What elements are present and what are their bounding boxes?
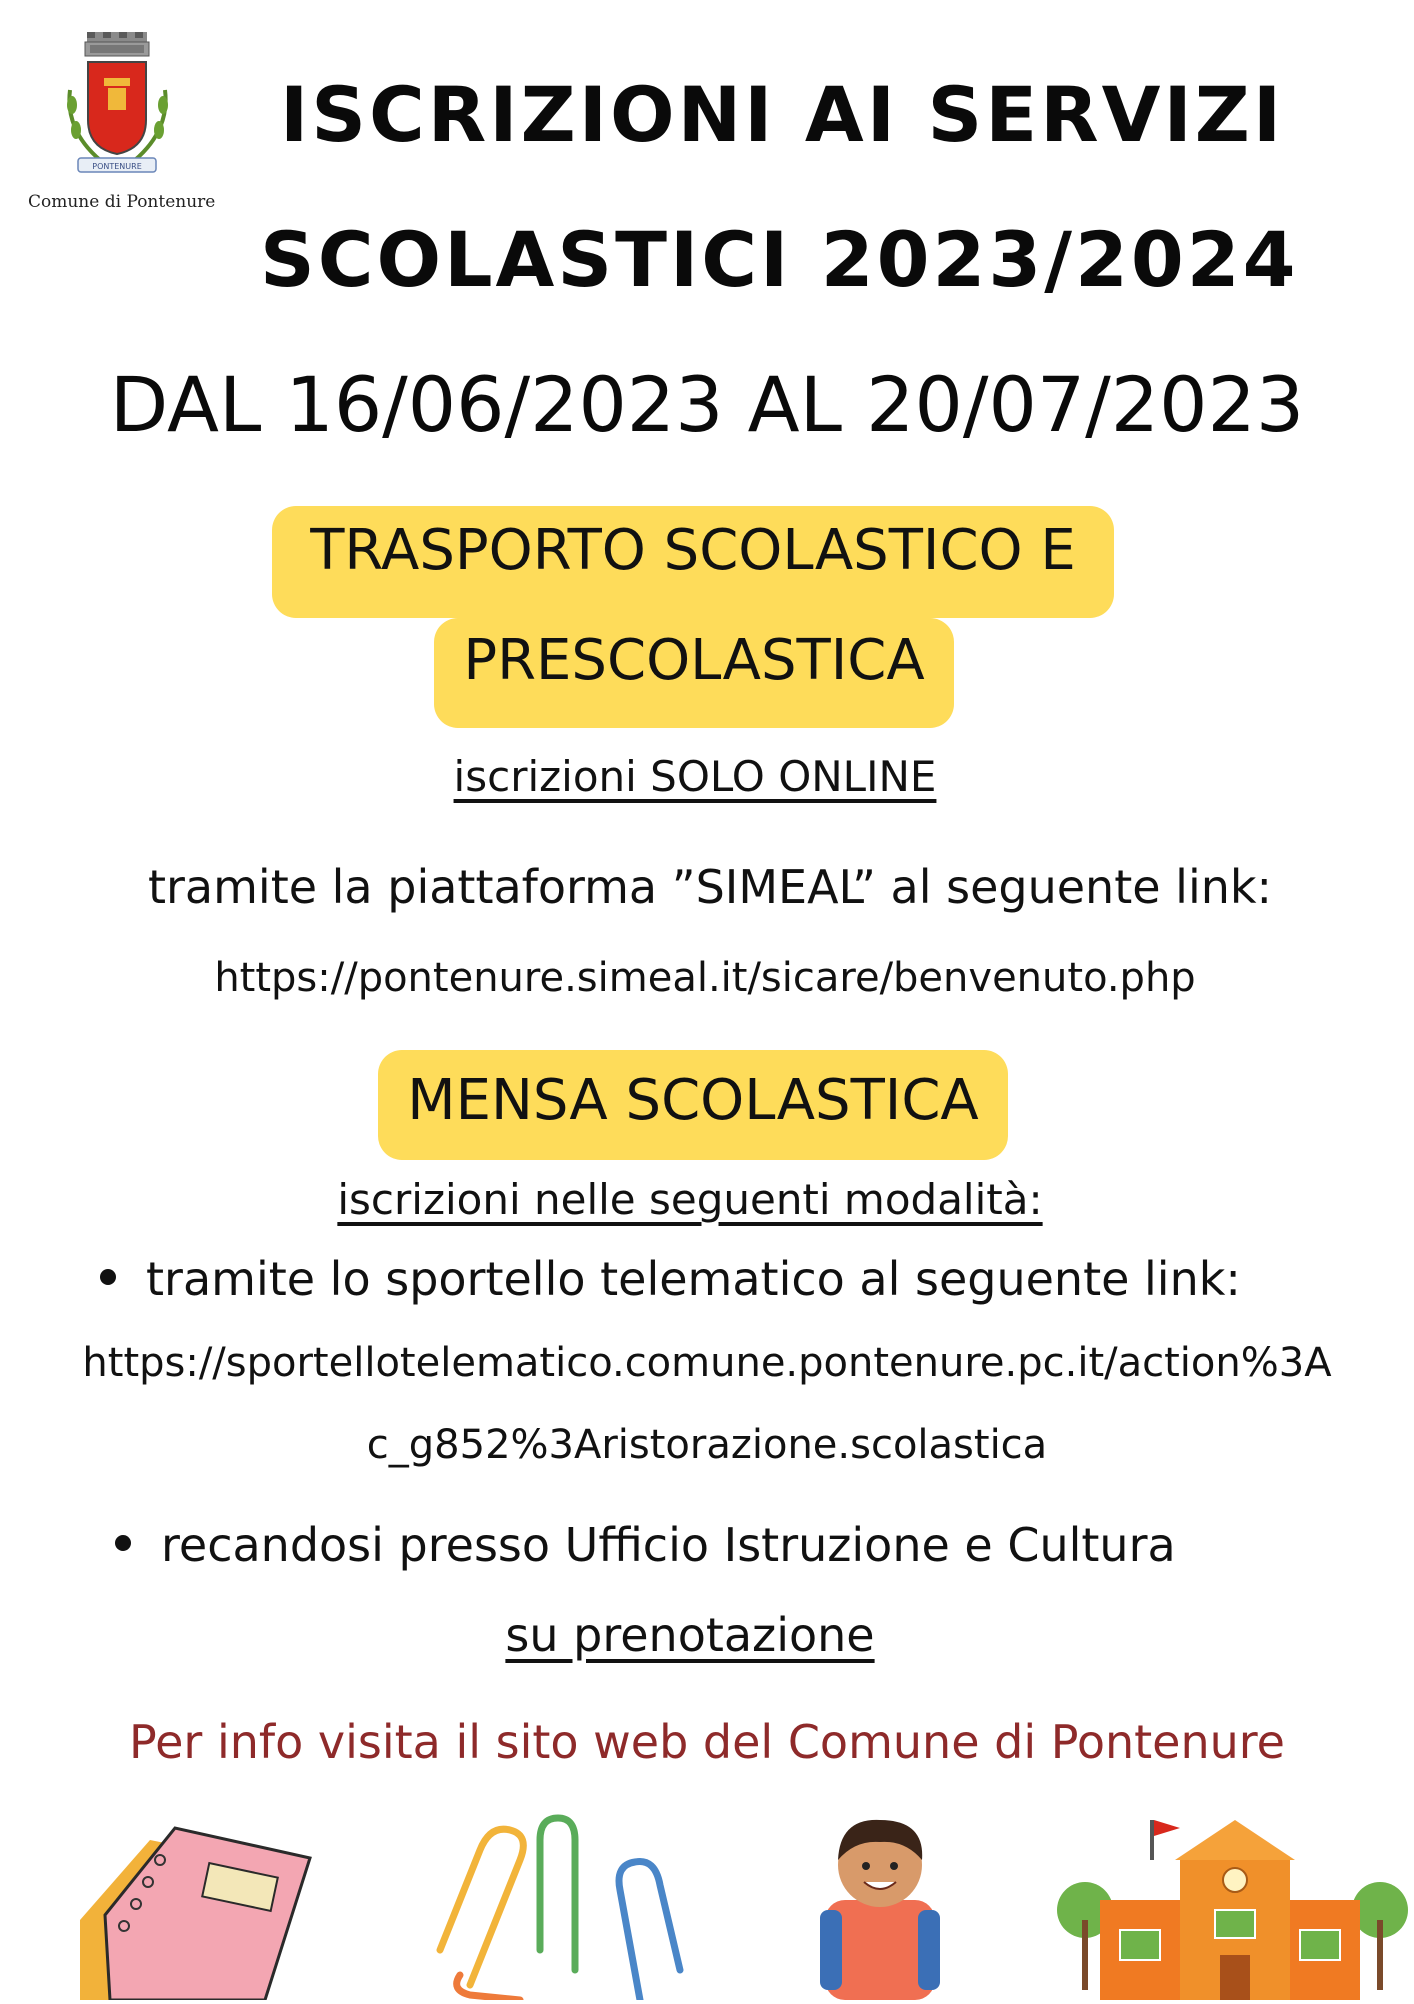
mensa-enrollment-mode: iscrizioni nelle seguenti modalità: — [337, 1175, 1043, 1224]
list-item-online-desk-text: tramite lo sportello telematico al seguente link: — [146, 1252, 1241, 1306]
notebook-icon — [80, 1828, 310, 2000]
municipal-crest-icon — [60, 30, 175, 180]
mensa-title: MENSA SCOLASTICA — [407, 1068, 979, 1133]
simeal-link[interactable]: https://pontenure.simeal.it/sicare/benvenuto.php — [214, 955, 1196, 1001]
info-line: Per info visita il sito web del Comune di Pontenure — [129, 1715, 1285, 1769]
paperclips-icon — [440, 1818, 680, 2000]
list-item-office-text: recandosi presso Ufficio Istruzione e Cultura — [161, 1518, 1176, 1572]
bullet-icon — [115, 1535, 131, 1551]
transport-title-line-1: TRASPORTO SCOLASTICO E — [310, 518, 1076, 583]
transport-title-line-2: PRESCOLASTICA — [463, 628, 925, 693]
simeal-platform-text: tramite la piattaforma ”SIMEAL” al seguente link: — [147, 860, 1273, 914]
booking-note: su prenotazione — [505, 1608, 875, 1662]
child-icon — [820, 1820, 940, 2000]
sportello-link-line-1[interactable]: https://sportellotelematico.comune.pontenure.pc.it/action%3A — [82, 1340, 1332, 1386]
sportello-link-line-2[interactable]: c_g852%3Aristorazione.scolastica — [366, 1422, 1048, 1468]
school-building-icon — [1057, 1820, 1408, 2000]
transport-enrollment-mode: iscrizioni SOLO ONLINE — [453, 752, 937, 801]
list-item-online-desk — [100, 1252, 1380, 1306]
bullet-icon — [100, 1269, 116, 1285]
page-title-line-2: SCOLASTICI 2023/2024 — [260, 215, 1299, 304]
page-title-line-1: ISCRIZIONI AI SERVIZI — [280, 70, 1285, 159]
enrollment-dates: DAL 16/06/2023 AL 20/07/2023 — [109, 360, 1305, 449]
svg-text:PONTENURE: PONTENURE — [92, 162, 142, 171]
list-item-office — [115, 1518, 1395, 1572]
comune-label: Comune di Pontenure — [28, 192, 216, 212]
illustrations-strip — [0, 1800, 1414, 2000]
